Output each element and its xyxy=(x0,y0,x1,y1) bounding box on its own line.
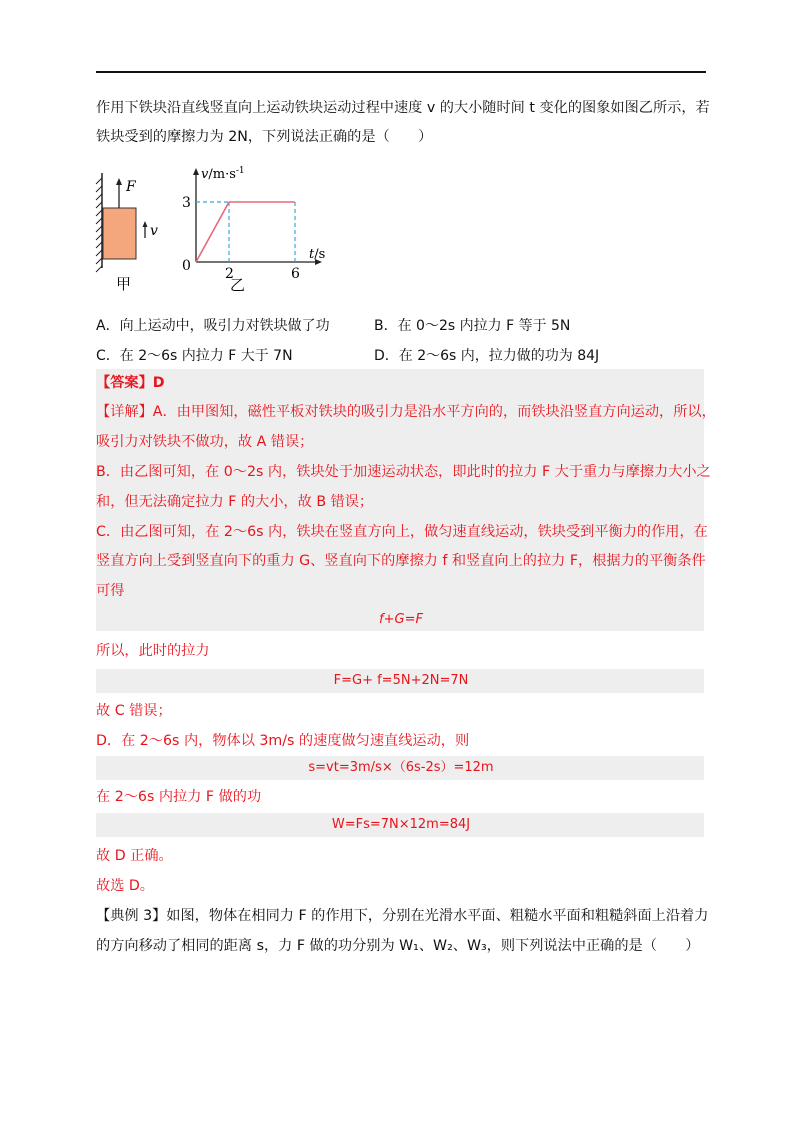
example3-line-1: 【典例 3】如图，物体在相同力 F 的作用下，分别在光滑水平面、粗糙水平面和粗糙斜面上沿着力 xyxy=(96,908,709,924)
figure-yi xyxy=(176,162,336,297)
explain-c-4: 所以，此时的拉力 xyxy=(96,643,210,659)
x-axis-label: t/s xyxy=(309,247,326,262)
equation-3: s=vt=3m/s×（6s-2s）=12m xyxy=(308,760,494,775)
option-a: A．向上运动中，吸引力对铁块做了功 xyxy=(96,318,330,334)
example3-line-2: 的方向移动了相同的距离 s，力 F 做的功分别为 W₁、W₂、W₃，则下列说法中正确的是（ ） xyxy=(96,938,700,954)
x-tick-6: 6 xyxy=(291,266,300,282)
option-d: D．在 2～6s 内，拉力做的功为 84J xyxy=(374,348,600,364)
y-axis-sup: -1 xyxy=(235,166,245,176)
caption-yi: 乙 xyxy=(230,276,246,294)
equation-4: W=Fs=7N×12m=84J xyxy=(331,817,471,832)
caption-jia: 甲 xyxy=(116,275,132,293)
equation-2: F=G+ f=5N+2N=7N xyxy=(333,673,469,688)
final-answer: 故选 D。 xyxy=(96,878,154,894)
velocity-segment-0 xyxy=(196,202,229,262)
question-line-1: 作用下铁块沿直线竖直向上运动铁块运动过程中速度 v 的大小随时间 t 变化的图象如图乙所示，若 xyxy=(96,100,710,116)
explain-c-1: C．由乙图可知，在 2～6s 内，铁块在竖直方向上，做匀速直线运动，铁块受到平衡力的作用，在 xyxy=(96,524,708,540)
origin-label: 0 xyxy=(182,258,191,274)
explain-a-2: 吸引力对铁块不做功，故 A 错误； xyxy=(96,434,314,450)
explain-c-5: 故 C 错误； xyxy=(96,703,172,719)
explain-c-2: 竖直方向上受到竖直向下的重力 G、竖直向下的摩擦力 f 和竖直向上的拉力 F，根据力的平衡条件 xyxy=(96,553,706,569)
explain-b-1: B．由乙图可知，在 0～2s 内，铁块处于加速运动状态，即此时的拉力 F 大于重力与摩擦力大小之 xyxy=(96,464,711,480)
header-rule xyxy=(96,71,706,73)
velocity-label: v xyxy=(150,223,158,239)
question-line-2: 铁块受到的摩擦力为 2N，下列说法正确的是（ ） xyxy=(96,129,433,145)
explain-d-1: D．在 2～6s 内，物体以 3m/s 的速度做匀速直线运动，则 xyxy=(96,733,470,749)
answer-line: 【答案】D xyxy=(96,375,165,391)
equation-1: f+G=F xyxy=(379,612,423,627)
explain-c-3: 可得 xyxy=(96,583,125,599)
figure-jia xyxy=(92,168,182,293)
y-tick-3: 3 xyxy=(182,195,191,211)
explain-a-1: 【详解】A．由甲图知，磁性平板对铁块的吸引力是沿水平方向的，而铁块沿竖直方向运动，所以， xyxy=(96,404,716,420)
explain-b-2: 和，但无法确定拉力 F 的大小，故 B 错误； xyxy=(96,494,374,510)
explain-d-2: 在 2～6s 内拉力 F 做的功 xyxy=(96,789,262,805)
y-axis-label: $v/m\cdot s^{-1}$ xyxy=(201,166,245,182)
option-c: C．在 2～6s 内拉力 F 大于 7N xyxy=(96,348,293,364)
force-label: F xyxy=(126,179,136,195)
iron-block xyxy=(103,208,136,259)
explain-d-3: 故 D 正确。 xyxy=(96,848,173,864)
option-b: B．在 0～2s 内拉力 F 等于 5N xyxy=(374,318,571,334)
x-tick-2: 2 xyxy=(225,266,234,282)
